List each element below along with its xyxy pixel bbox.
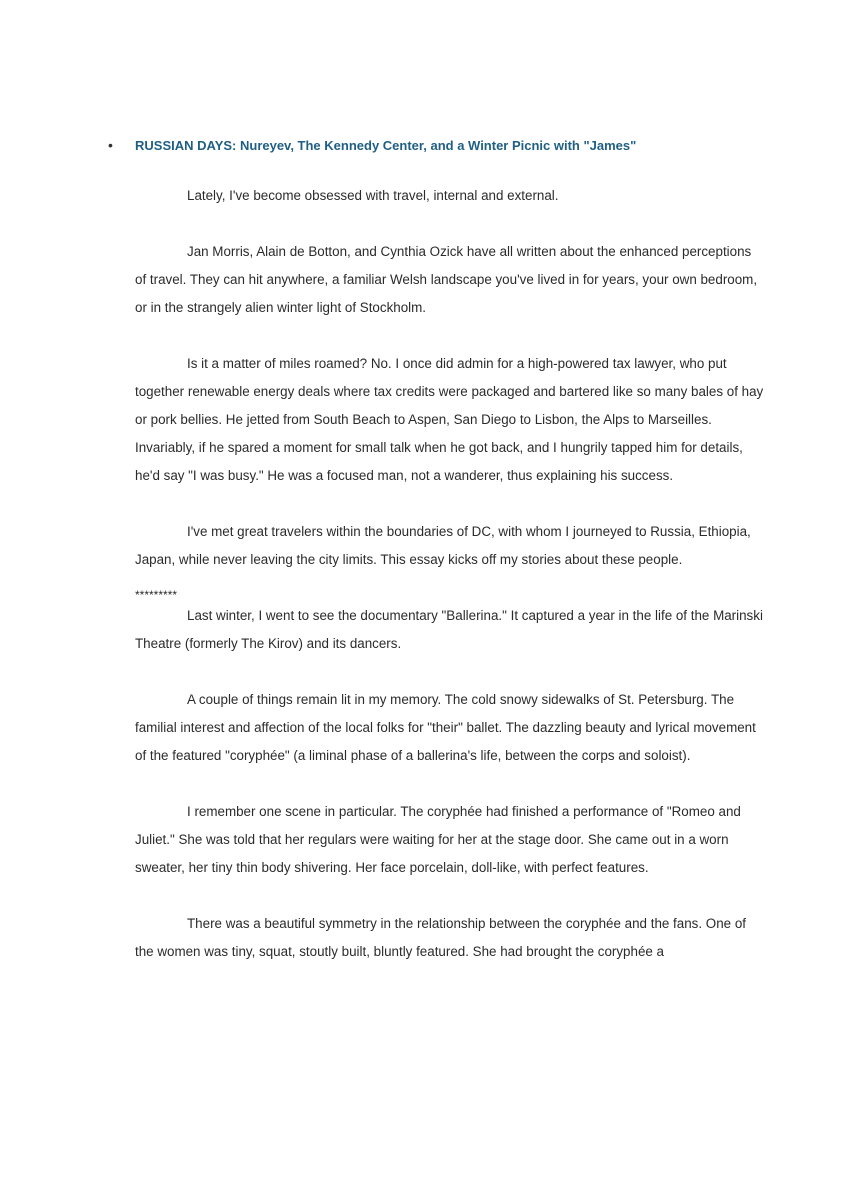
heading-row [108,137,808,157]
bullet-icon: • [108,137,113,153]
paragraph-2: Jan Morris, Alain de Botton, and Cynthia Ozick have all written about the enhanced perceptions of travel. They can hit anywhere, a familiar Welsh landscape you've lived in for years, your own bedroom, or in the strangely alien winter light of Stockholm. [135,244,758,315]
paragraph-5: Last winter, I went to see the documentary "Ballerina." It captured a year in the life of the Marinski Theatre (formerly The Kirov) and its dancers. [135,608,763,651]
paragraph-4: I've met great travelers within the boundaries of DC, with whom I journeyed to Russia, Ethiopia, Japan, while never leaving the city limits. This essay kicks off my stories about these people. [135,524,751,567]
paragraph-7: I remember one scene in particular. The coryphée had finished a performance of "Romeo and Juliet." She was told that her regulars were waiting for her at the stage door. She came out in a worn sweater, her tiny thin body shivering. Her face porcelain, doll-like, with perfect features. [135,804,741,875]
essay-title: RUSSIAN DAYS: Nureyev, The Kennedy Center, and a Winter Picnic with "James" [135,138,637,153]
essay-body [135,182,765,994]
paragraph-8: There was a beautiful symmetry in the relationship between the coryphée and the fans. One of the women was tiny, squat, stoutly built, bluntly featured. She had brought the coryphée a [135,916,747,959]
section-separator: ********* [135,588,178,602]
paragraph-3: Is it a matter of miles roamed? No. I once did admin for a high-powered tax lawyer, who put together renewable energy deals where tax credits were packaged and bartered like so many bales of hay or pork bellies. He jetted from South Beach to Aspen, San Diego to Lisbon, the Alps to Marseilles. Invariably, if he spared a moment for small talk when he got back, and I hungrily tapped him for details, he'd say "I was busy." He was a focused man, not a wanderer, thus explaining his success. [135,356,764,483]
paragraph-1: Lately, I've become obsessed with travel, internal and external. [187,188,559,203]
paragraph-6: A couple of things remain lit in my memory. The cold snowy sidewalks of St. Petersburg. The familial interest and affection of the local folks for "their" ballet. The dazzling beauty and lyrical movement of the featured "coryphée" (a liminal phase of a ballerina's life, between the corps and soloist). [135,692,756,763]
